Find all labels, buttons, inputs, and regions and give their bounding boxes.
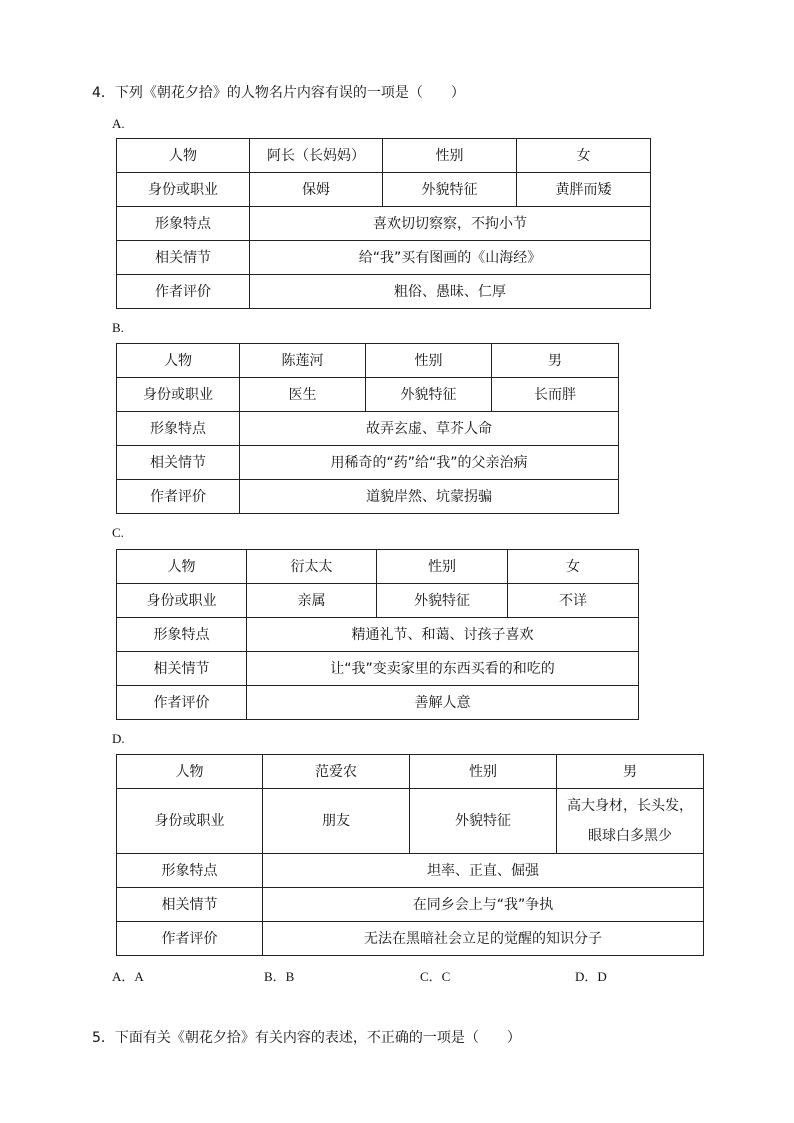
cell-label: 相关情节 — [117, 446, 240, 480]
table-row — [117, 854, 704, 888]
cell-label: 身份或职业 — [117, 173, 250, 207]
cell-label: 外貌特征 — [366, 378, 492, 412]
cell-label: 形象特点 — [117, 207, 250, 241]
cell-value: 朋友 — [263, 789, 410, 854]
option-c-label: C. — [112, 525, 124, 540]
card-table-b — [116, 343, 619, 514]
cell-label: 性别 — [410, 755, 557, 789]
table-row — [117, 789, 704, 854]
cell-label: 作者评价 — [117, 922, 263, 956]
cell-value: 亲属 — [247, 584, 377, 618]
cell-value: 黄胖而矮 — [517, 173, 651, 207]
cell-value: 用稀奇的“药”给“我”的父亲治病 — [240, 446, 619, 480]
cell-label: 外貌特征 — [383, 173, 517, 207]
cell-label: 相关情节 — [117, 652, 247, 686]
cell-label: 相关情节 — [117, 888, 263, 922]
option-b-label: B. — [112, 320, 124, 335]
cell-label: 性别 — [377, 550, 508, 584]
cell-value: 无法在黑暗社会立足的觉醒的知识分子 — [263, 922, 704, 956]
cell-label: 形象特点 — [117, 618, 247, 652]
cell-value: 阿长（长妈妈） — [250, 139, 383, 173]
cell-value: 喜欢切切察察，不拘小节 — [250, 207, 651, 241]
table-row — [117, 241, 651, 275]
answer-choice-b[interactable]: B．B — [264, 969, 295, 984]
card-table-d — [116, 754, 704, 956]
cell-value: 衍太太 — [247, 550, 377, 584]
cell-value: 在同乡会上与“我”争执 — [263, 888, 704, 922]
cell-value: 保姆 — [250, 173, 383, 207]
table-row — [117, 139, 651, 173]
cell-label: 性别 — [366, 344, 492, 378]
table-row — [117, 207, 651, 241]
table-row — [117, 378, 619, 412]
cell-value: 高大身材，长头发，眼球白多黑少 — [557, 789, 704, 854]
cell-label: 形象特点 — [117, 412, 240, 446]
cell-value: 故弄玄虚、草芥人命 — [240, 412, 619, 446]
cell-value: 女 — [517, 139, 651, 173]
cell-value: 范爱农 — [263, 755, 410, 789]
cell-label: 身份或职业 — [117, 789, 263, 854]
table-row — [117, 922, 704, 956]
table-row — [117, 652, 639, 686]
cell-value: 粗俗、愚昧、仁厚 — [250, 275, 651, 309]
table-row — [117, 584, 639, 618]
cell-value: 善解人意 — [247, 686, 639, 720]
card-table-c — [116, 549, 639, 720]
card-table-a — [116, 138, 651, 309]
cell-label: 人物 — [117, 139, 250, 173]
cell-value: 女 — [508, 550, 639, 584]
cell-value: 男 — [557, 755, 704, 789]
table-row — [117, 618, 639, 652]
table-row — [117, 275, 651, 309]
cell-label: 作者评价 — [117, 480, 240, 514]
cell-value: 坦率、正直、倔强 — [263, 854, 704, 888]
answer-choice-c[interactable]: C．C — [420, 969, 451, 984]
cell-label: 外貌特征 — [377, 584, 508, 618]
cell-value: 道貌岸然、坑蒙拐骗 — [240, 480, 619, 514]
cell-value: 精通礼节、和蔼、讨孩子喜欢 — [247, 618, 639, 652]
cell-label: 相关情节 — [117, 241, 250, 275]
table-row — [117, 446, 619, 480]
table-row — [117, 686, 639, 720]
cell-value: 陈莲河 — [240, 344, 366, 378]
cell-label: 形象特点 — [117, 854, 263, 888]
answer-choice-d[interactable]: D．D — [575, 969, 607, 984]
table-row — [117, 480, 619, 514]
table-row — [117, 550, 639, 584]
cell-label: 身份或职业 — [117, 378, 240, 412]
answer-choice-a[interactable]: A．A — [112, 969, 144, 984]
cell-value: 让“我”变卖家里的东西买看的和吃的 — [247, 652, 639, 686]
table-row — [117, 755, 704, 789]
table-row — [117, 412, 619, 446]
cell-label: 外貌特征 — [410, 789, 557, 854]
cell-value: 男 — [492, 344, 619, 378]
table-row — [117, 173, 651, 207]
cell-value: 医生 — [240, 378, 366, 412]
cell-label: 作者评价 — [117, 686, 247, 720]
cell-value: 长而胖 — [492, 378, 619, 412]
cell-label: 性别 — [383, 139, 517, 173]
cell-label: 人物 — [117, 755, 263, 789]
cell-value: 给“我”买有图画的《山海经》 — [250, 241, 651, 275]
cell-label: 作者评价 — [117, 275, 250, 309]
cell-label: 身份或职业 — [117, 584, 247, 618]
option-d-label: D. — [112, 731, 125, 746]
cell-label: 人物 — [117, 550, 247, 584]
answer-choices — [112, 966, 672, 986]
table-row — [117, 344, 619, 378]
cell-label: 人物 — [117, 344, 240, 378]
table-row — [117, 888, 704, 922]
option-a-label: A. — [112, 116, 125, 131]
question-5-stem: 5．下面有关《朝花夕拾》有关内容的表述，不正确的一项是（ ） — [92, 1030, 521, 1046]
cell-value: 不详 — [508, 584, 639, 618]
question-4-stem: 4．下列《朝花夕拾》的人物名片内容有误的一项是（ ） — [92, 85, 465, 101]
